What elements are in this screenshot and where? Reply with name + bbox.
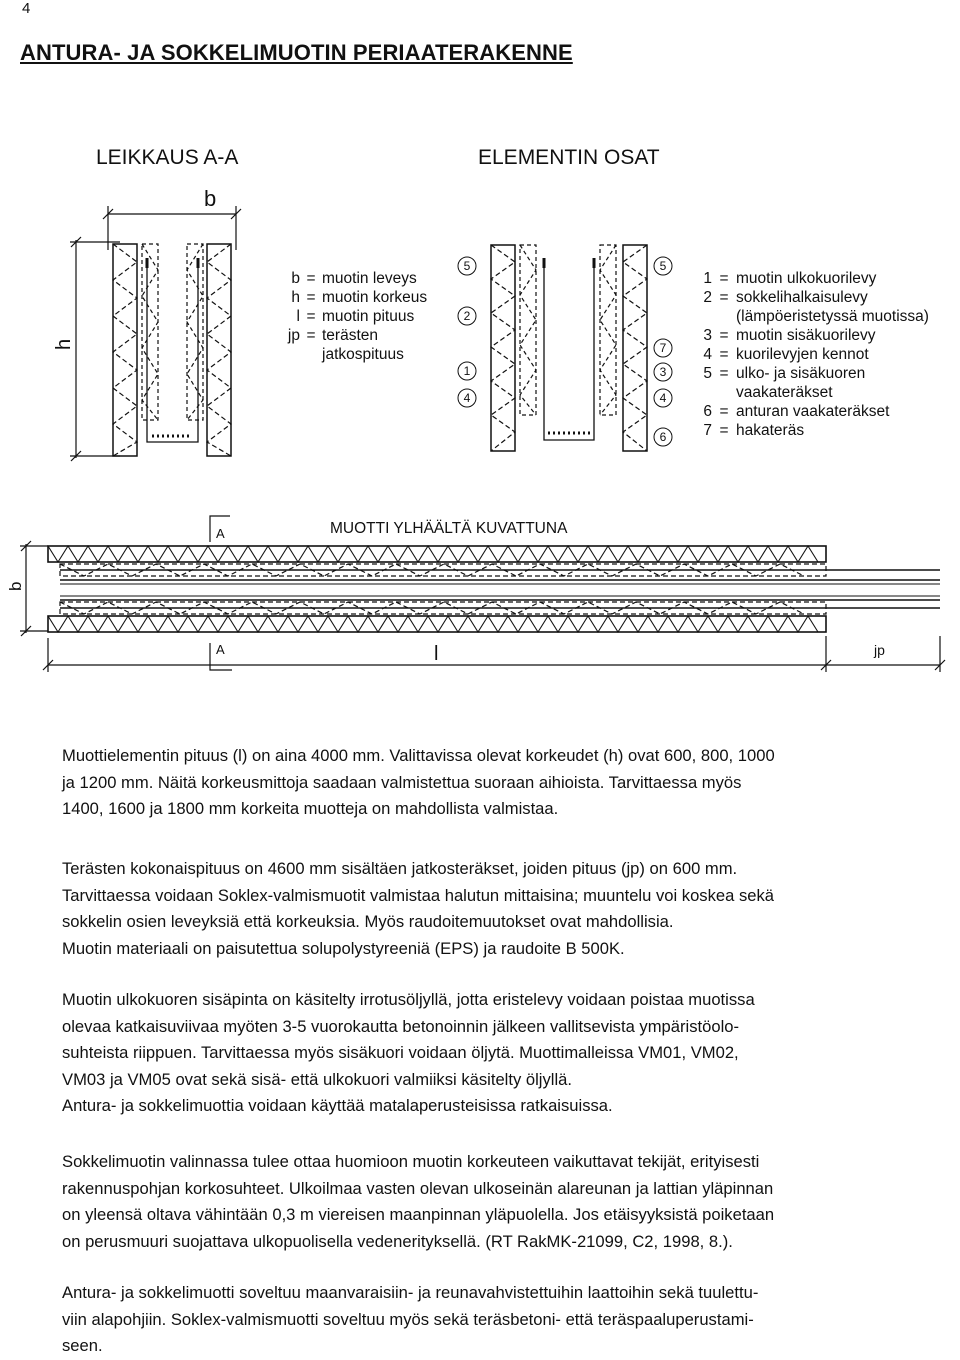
top-view-label: MUOTTI YLHÄÄLTÄ KUVATTUNA	[330, 520, 568, 537]
legend-eq: =	[719, 422, 729, 439]
callout-4-left: 4	[463, 391, 471, 405]
legend-text: muotin korkeus	[322, 289, 428, 306]
text-line: sokkelin osien leveyksiä että korkeuksia. Myös raudoitemuutokset ovat mahdollisia.	[62, 912, 674, 932]
cross-section-labels	[40, 180, 250, 470]
callout-6: 6	[659, 430, 667, 444]
callout-7: 7	[659, 341, 667, 355]
legend-key: 3	[703, 327, 712, 344]
legend-row	[700, 345, 929, 364]
text-line: Antura- ja sokkelimuottia voidaan käyttää matalaperusteisissa ratkaisuissa.	[62, 1096, 613, 1116]
legend-text: sokkelihalkaisulevy	[736, 289, 868, 306]
legend-text: hakateräs	[736, 422, 805, 439]
top-view-drawing	[0, 500, 960, 700]
section-marker-label-top: A	[216, 526, 225, 541]
text-line: on perusmuuri suojattava ulkopuolisella vedenerityksellä. (RT RakMK-21099, C2, 1998, 8.).	[62, 1231, 733, 1251]
legend-eq: =	[719, 289, 729, 306]
callout-5-left: 5	[463, 259, 471, 273]
b-label: b	[204, 186, 217, 211]
legend-eq: =	[306, 308, 316, 325]
text-line: on yleensä oltava vähintään 0,3 m viereisen maanpinnan yläpuolella. Jos etäisyyksistä poiketaan	[62, 1205, 775, 1225]
legend-key: 2	[703, 289, 712, 306]
legend-eq: =	[719, 403, 729, 420]
callout-1: 1	[463, 364, 471, 378]
legend-key: b	[291, 270, 300, 287]
legend-row	[260, 288, 427, 307]
legend-text: jatkospituus	[322, 346, 404, 363]
legend-text: anturan vaakateräkset	[736, 403, 890, 420]
text-line: Muotin materiaali on paisutettua solupolystyreeniä (EPS) ja raudoite B 500K.	[62, 938, 625, 958]
jp-label: jp	[874, 642, 885, 658]
legend-eq: =	[306, 327, 316, 344]
legend-eq: =	[306, 270, 316, 287]
legend-key: l	[296, 308, 300, 325]
legend-row	[260, 269, 427, 288]
legend-key	[260, 345, 300, 364]
legend-row	[260, 345, 427, 364]
callout-5-right: 5	[659, 259, 667, 273]
section-heading-right: ELEMENTIN OSAT	[478, 146, 660, 169]
text-line: viin alapohjiin. Soklex-valmismuotti soveltuu myös sekä teräsbetoni- että teräspaaluperustami-	[62, 1309, 754, 1329]
legend-row	[700, 364, 929, 383]
legend-row	[700, 402, 929, 421]
page-title: ANTURA- JA SOKKELIMUOTIN PERIAATERAKENNE	[20, 40, 573, 65]
paragraph-1	[62, 743, 952, 823]
section-marker-label-bottom: A	[216, 642, 225, 657]
paragraph-2	[62, 856, 952, 962]
legend-eq: =	[719, 346, 729, 363]
text-line: rakennuspohjan korkosuhteet. Ulkoilmaa vasten olevan ulkoseinän alareunan ja lattian yläpinnan	[62, 1178, 774, 1198]
callout-3: 3	[659, 365, 667, 379]
legend-row	[700, 288, 929, 307]
page-number: 4	[22, 0, 31, 17]
legend-key: jp	[287, 327, 300, 344]
legend-key: h	[291, 289, 300, 306]
text-line: olevaa katkaisuviivaa myöten 3-5 vuorokautta betonoinnin jälkeen vallitsevista ympäristöolo-	[62, 1016, 740, 1036]
legend-key: 7	[703, 422, 712, 439]
callout-4-right: 4	[659, 391, 667, 405]
legend-key: 6	[703, 403, 712, 420]
legend-row	[700, 383, 929, 402]
legend-text: muotin pituus	[322, 308, 415, 325]
callout-2: 2	[463, 309, 471, 323]
part-outer-panel	[491, 245, 515, 451]
legend-key	[700, 307, 712, 326]
legend-text: kuorilevyjen kennot	[736, 346, 869, 363]
paragraph-5	[62, 1280, 952, 1360]
paragraph-4	[62, 1149, 952, 1255]
legend-row	[260, 326, 427, 345]
text-line: Muotin ulkokuoren sisäpinta on käsitelty irrotusöljyllä, jotta eristelevy voidaan poistaa muotissa	[62, 990, 755, 1009]
part-inner-panel	[623, 245, 647, 451]
legend-row	[700, 326, 929, 345]
legend-row	[700, 269, 929, 288]
legend-eq: =	[719, 270, 729, 287]
legend-eq: =	[719, 327, 729, 344]
legend-text: ulko- ja sisäkuoren	[736, 365, 866, 382]
section-heading-left: LEIKKAUS A-A	[96, 146, 239, 169]
legend-key: 4	[703, 346, 712, 363]
text-line: VM03 ja VM05 ovat sekä sisä- että ulkokuori valmiiksi käsitelty öljyllä.	[62, 1069, 572, 1089]
legend-eq: =	[306, 289, 316, 306]
paragraph-3	[62, 987, 952, 1120]
legend-key	[700, 383, 712, 402]
l-label: l	[434, 643, 439, 665]
legend-text: muotin ulkokuorilevy	[736, 270, 877, 287]
text-line: ja 1200 mm. Näitä korkeusmittoja saadaan valmistettua suoraan aihioista. Tarvittaessa myös	[62, 772, 742, 792]
legend-text: muotin sisäkuorilevy	[736, 327, 876, 344]
legend-eq	[712, 307, 736, 326]
legend-text: vaakateräkset	[736, 384, 833, 401]
legend-row	[260, 307, 427, 326]
text-line: Sokkelimuotin valinnassa tulee ottaa huomioon muotin korkeuteen vaikuttavat tekijät, erityisesti	[62, 1152, 760, 1171]
legend-row	[700, 421, 929, 440]
part-stirrup	[544, 258, 594, 440]
text-line: Antura- ja sokkelimuotti soveltuu maanvaraisiin- ja reunavahvistettuihin laattoihin sekä tuulettu-	[62, 1283, 759, 1302]
legend-key: 5	[703, 365, 712, 382]
text-line: Muottielementin pituus (l) on aina 4000 mm. Valittavissa olevat korkeudet (h) ovat 600, 800, 1000	[62, 746, 775, 765]
legend-key: 1	[703, 270, 712, 287]
legend-eq: =	[719, 365, 729, 382]
dimension-legend	[260, 269, 427, 364]
legend-eq	[712, 383, 736, 402]
text-line: seen.	[62, 1336, 103, 1356]
text-line: suhteista riippuen. Tarvittaessa myös sisäkuori voidaan öljytä. Muottimalleissa VM01, VM02,	[62, 1043, 739, 1063]
legend-eq	[300, 345, 322, 364]
text-line: Tarvittaessa voidaan Soklex-valmismuotit valmistaa halutun mittaisina; muuntelu voi koskea sekä	[62, 885, 775, 905]
legend-text: muotin leveys	[322, 270, 417, 287]
legend-text: (lämpöeristetyssä muotissa)	[736, 308, 929, 325]
text-line: Terästen kokonaispituus on 4600 mm sisältäen jatkosteräkset, joiden pituus (jp) on 600 mm.	[62, 859, 738, 878]
legend-row	[700, 307, 929, 326]
legend-text: terästen	[322, 327, 379, 344]
parts-legend	[700, 269, 929, 440]
h-label: h	[53, 338, 75, 350]
text-line: 1400, 1600 ja 1800 mm korkeita muotteja on mahdollista valmistaa.	[62, 799, 559, 819]
b-label: b	[6, 581, 25, 591]
element-parts-drawing	[448, 240, 688, 470]
